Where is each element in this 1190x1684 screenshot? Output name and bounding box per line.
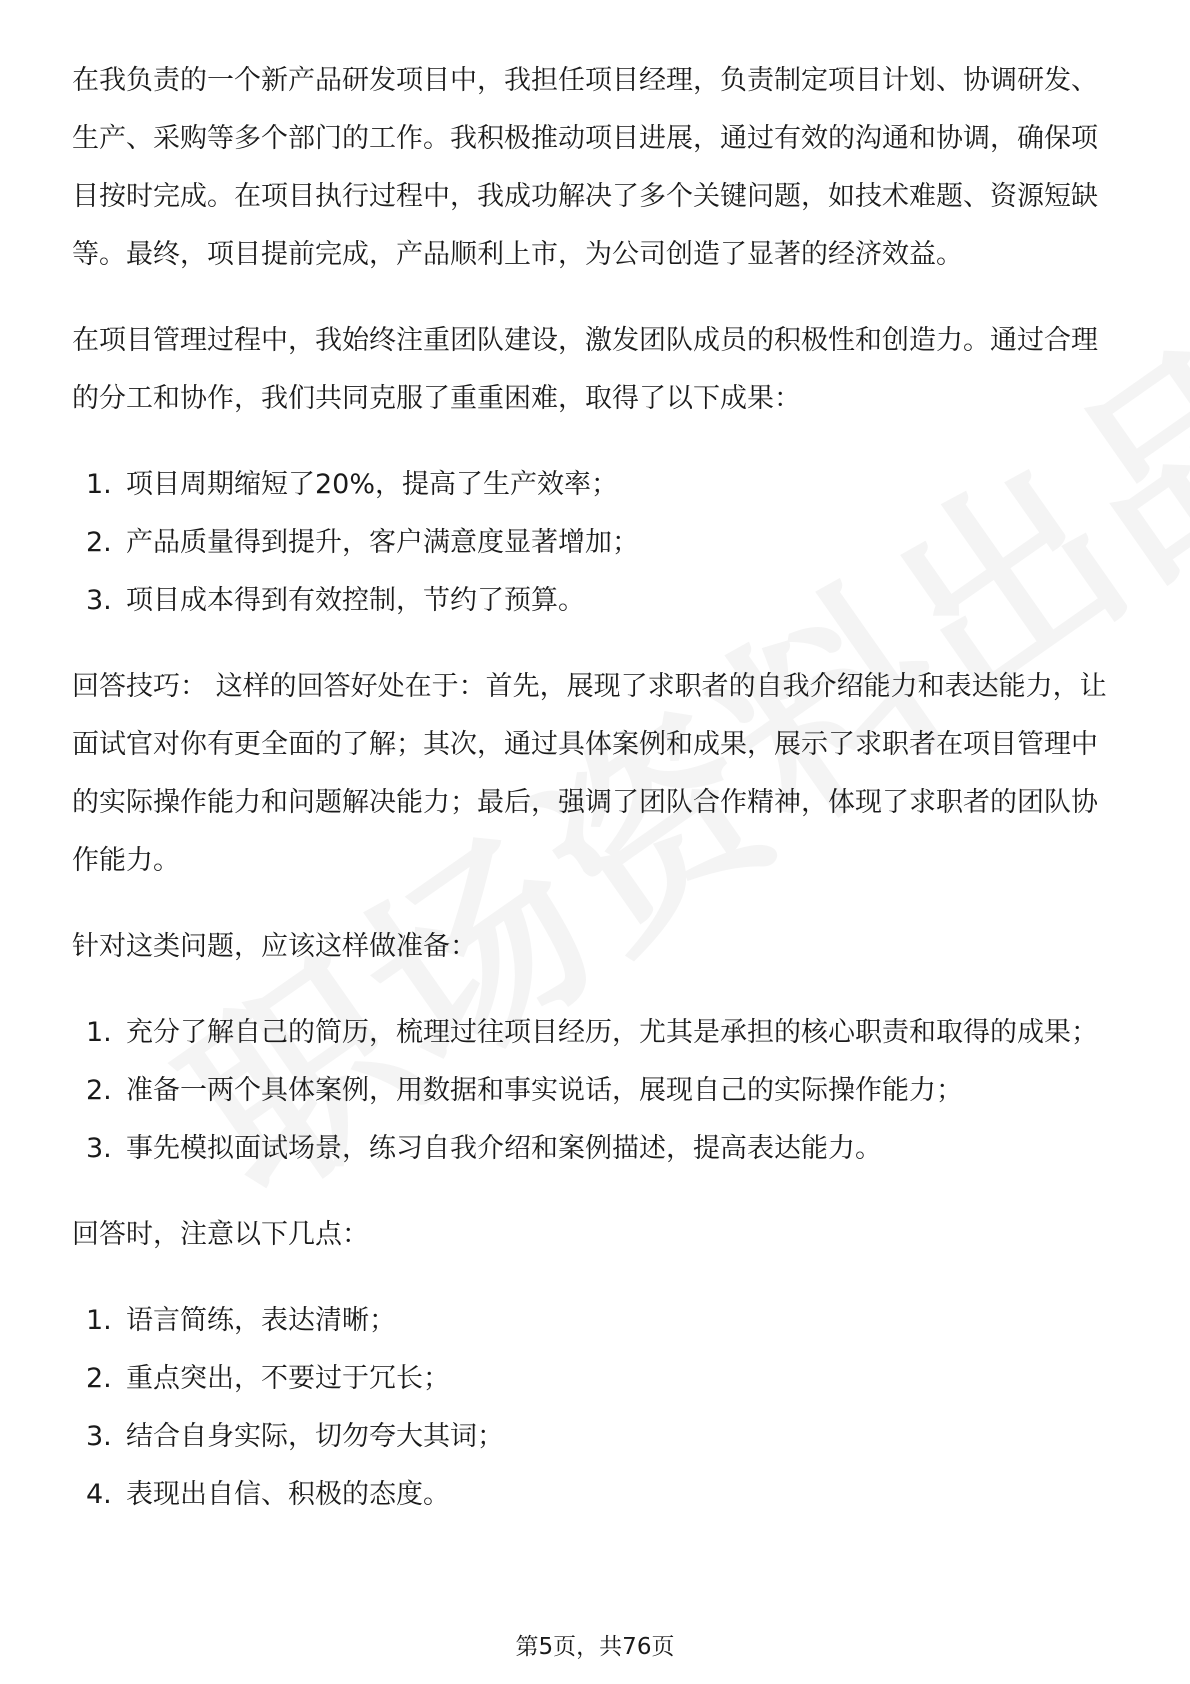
- list-item: [72, 1466, 1118, 1524]
- list-text: 项目成本得到有效控制，节约了预算。: [126, 585, 585, 616]
- list-item: [72, 1004, 1118, 1062]
- list-item: [72, 1350, 1118, 1408]
- list-number: 1.: [86, 1305, 112, 1336]
- preparation-heading: 针对这类问题，应该这样做准备：: [72, 931, 477, 962]
- list-text: 结合自身实际，切勿夸大其词；: [126, 1421, 504, 1452]
- list-text: 充分了解自己的简历，梳理过往项目经历，尤其是承担的核心职责和取得的成果；: [126, 1017, 1098, 1048]
- list-text: 准备一两个具体案例，用数据和事实说话，展现自己的实际操作能力；: [126, 1075, 963, 1106]
- list-number: 2.: [86, 1363, 112, 1394]
- list-number: 2.: [86, 1075, 112, 1106]
- notes-heading: 回答时，注意以下几点：: [72, 1219, 369, 1250]
- results-list: [72, 456, 1118, 630]
- page-number-footer: 第5页，共76页: [515, 1634, 675, 1660]
- document-body: [72, 52, 1118, 1524]
- list-text: 语言简练，表达清晰；: [126, 1305, 396, 1336]
- list-number: 1.: [86, 469, 112, 500]
- list-item: [72, 1408, 1118, 1466]
- paragraph-team-building: 在项目管理过程中，我始终注重团队建设，激发团队成员的积极性和创造力。通过合理的分工和协作，我们共同克服了重重困难，取得了以下成果：: [72, 325, 1098, 414]
- list-number: 3.: [86, 1133, 112, 1164]
- list-text: 事先模拟面试场景，练习自我介绍和案例描述，提高表达能力。: [126, 1133, 882, 1164]
- list-item: [72, 514, 1118, 572]
- list-item: [72, 456, 1118, 514]
- list-item: [72, 1062, 1118, 1120]
- paragraph-answer-tips: 回答技巧： 这样的回答好处在于：首先，展现了求职者的自我介绍能力和表达能力，让面试官对你有更全面的了解；其次，通过具体案例和成果，展示了求职者在项目管理中的实际操作能力和问题解决能力；最后，强调了团队合作精神，体现了求职者的团队协作能力。: [72, 671, 1107, 876]
- list-text: 重点突出，不要过于冗长；: [126, 1363, 450, 1394]
- list-item: [72, 1292, 1118, 1350]
- list-number: 1.: [86, 1017, 112, 1048]
- list-number: 3.: [86, 585, 112, 616]
- list-text: 项目周期缩短了20%，提高了生产效率；: [126, 469, 619, 500]
- list-item: [72, 572, 1118, 630]
- list-text: 产品质量得到提升，客户满意度显著增加；: [126, 527, 639, 558]
- notes-list: [72, 1292, 1118, 1524]
- list-item: [72, 1120, 1118, 1178]
- list-text: 表现出自信、积极的态度。: [126, 1479, 450, 1510]
- list-number: 3.: [86, 1421, 112, 1452]
- paragraph-project-description: 在我负责的一个新产品研发项目中，我担任项目经理，负责制定项目计划、协调研发、生产、采购等多个部门的工作。我积极推动项目进展，通过有效的沟通和协调，确保项目按时完成。在项目执行过程中，我成功解决了多个关键问题，如技术难题、资源短缺等。最终，项目提前完成，产品顺利上市，为公司创造了显著的经济效益。: [72, 65, 1098, 270]
- preparation-list: [72, 1004, 1118, 1178]
- list-number: 2.: [86, 527, 112, 558]
- list-number: 4.: [86, 1479, 112, 1510]
